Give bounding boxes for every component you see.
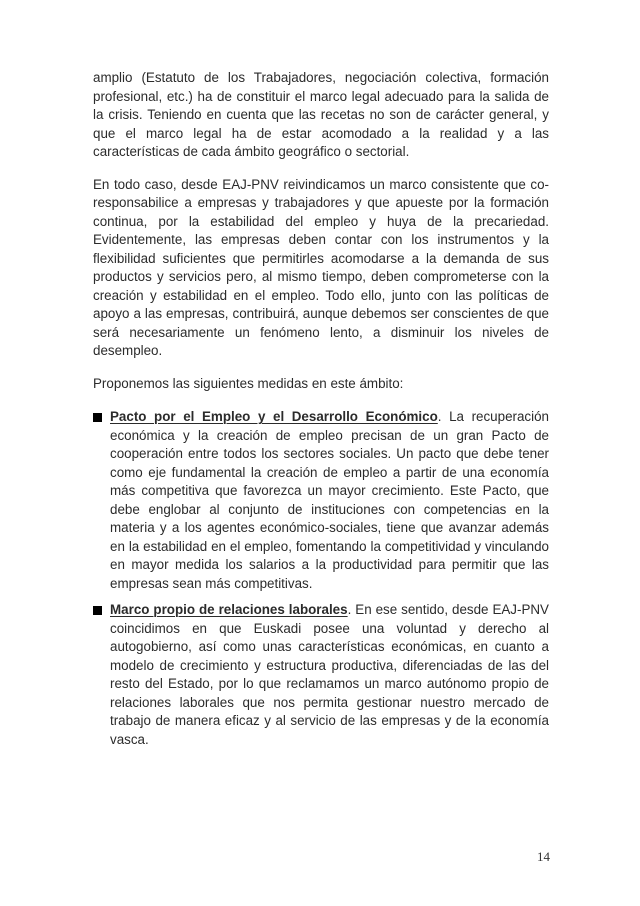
- paragraph-eaj-pnv-marco: En todo caso, desde EAJ-PNV reivindicamos un marco consistente que co-responsabilice a empresas y trabajadores y que apueste por la formación continua, por la estabilidad del empleo y huya de la precariedad. Evidentemente, las empresas deben contar con los instrumentos y la flexibilidad suficientes que permitirles acomodarse a la demanda de sus productos y servicios pero, al mismo tiempo, deben comprometerse con la creación y estabilidad en el empleo. Todo ello, junto con las políticas de apoyo a las empresas, contribuirá, aunque debemos ser conscientes de que será necesariamente un fenómeno lento, a disminuir los niveles de desempleo.: [93, 176, 549, 358]
- paragraph-intro-medidas: Proponemos las siguientes medidas en este ámbito:: [93, 375, 404, 391]
- page-content: [93, 69, 549, 757]
- paragraph-marco-legal: amplio (Estatuto de los Trabajadores, negociación colectiva, formación profesional, etc.) ha de constituir el marco legal adecuado para la salida de la crisis. Teniendo en cuenta que las recetas no son de carácter general, y que el marco legal ha de estar acomodado a la realidad y a las características de cada ámbito geográfico o sectorial.: [93, 70, 549, 159]
- bullet-title: Marco propio de relaciones laborales: [110, 602, 348, 617]
- square-bullet-icon: [93, 413, 102, 422]
- bullet-title: Pacto por el Empleo y el Desarrollo Económico: [110, 409, 438, 424]
- bullet-body: . En ese sentido, desde EAJ-PNV coincidimos en que Euskadi posee una voluntad y derecho al autogobierno, así como unas características económicas, en cuanto a modelo de crecimiento y estructura productiva, diferenciadas de las del resto del Estado, por lo que reclamamos un marco autónomo propio de relaciones laborales que nos permita gestionar nuestro mercado de trabajo de manera eficaz y al servicio de las empresas y de la economía vasca.: [110, 602, 549, 747]
- list-item-pacto-empleo: [93, 408, 549, 593]
- bullet-body: . La recuperación económica y la creación de empleo precisan de un gran Pacto de cooperación entre todos los sectores sociales. Un pacto que debe tener como eje fundamental la creación de empleo a partir de una economía más competitiva que favorezca un mayor crecimiento. Este Pacto, que debe englobar al conjunto de instituciones con competencias en la materia y a los agentes económico-sociales, tiene que avanzar además en la estabilidad en el empleo, fomentando la competitividad y vinculando en mayor medida los salarios a la productividad para permitir que las empresas sean más competitivas.: [110, 409, 549, 591]
- square-bullet-icon: [93, 606, 102, 615]
- page-number: 14: [537, 849, 550, 864]
- list-item-marco-laboral: [93, 601, 549, 749]
